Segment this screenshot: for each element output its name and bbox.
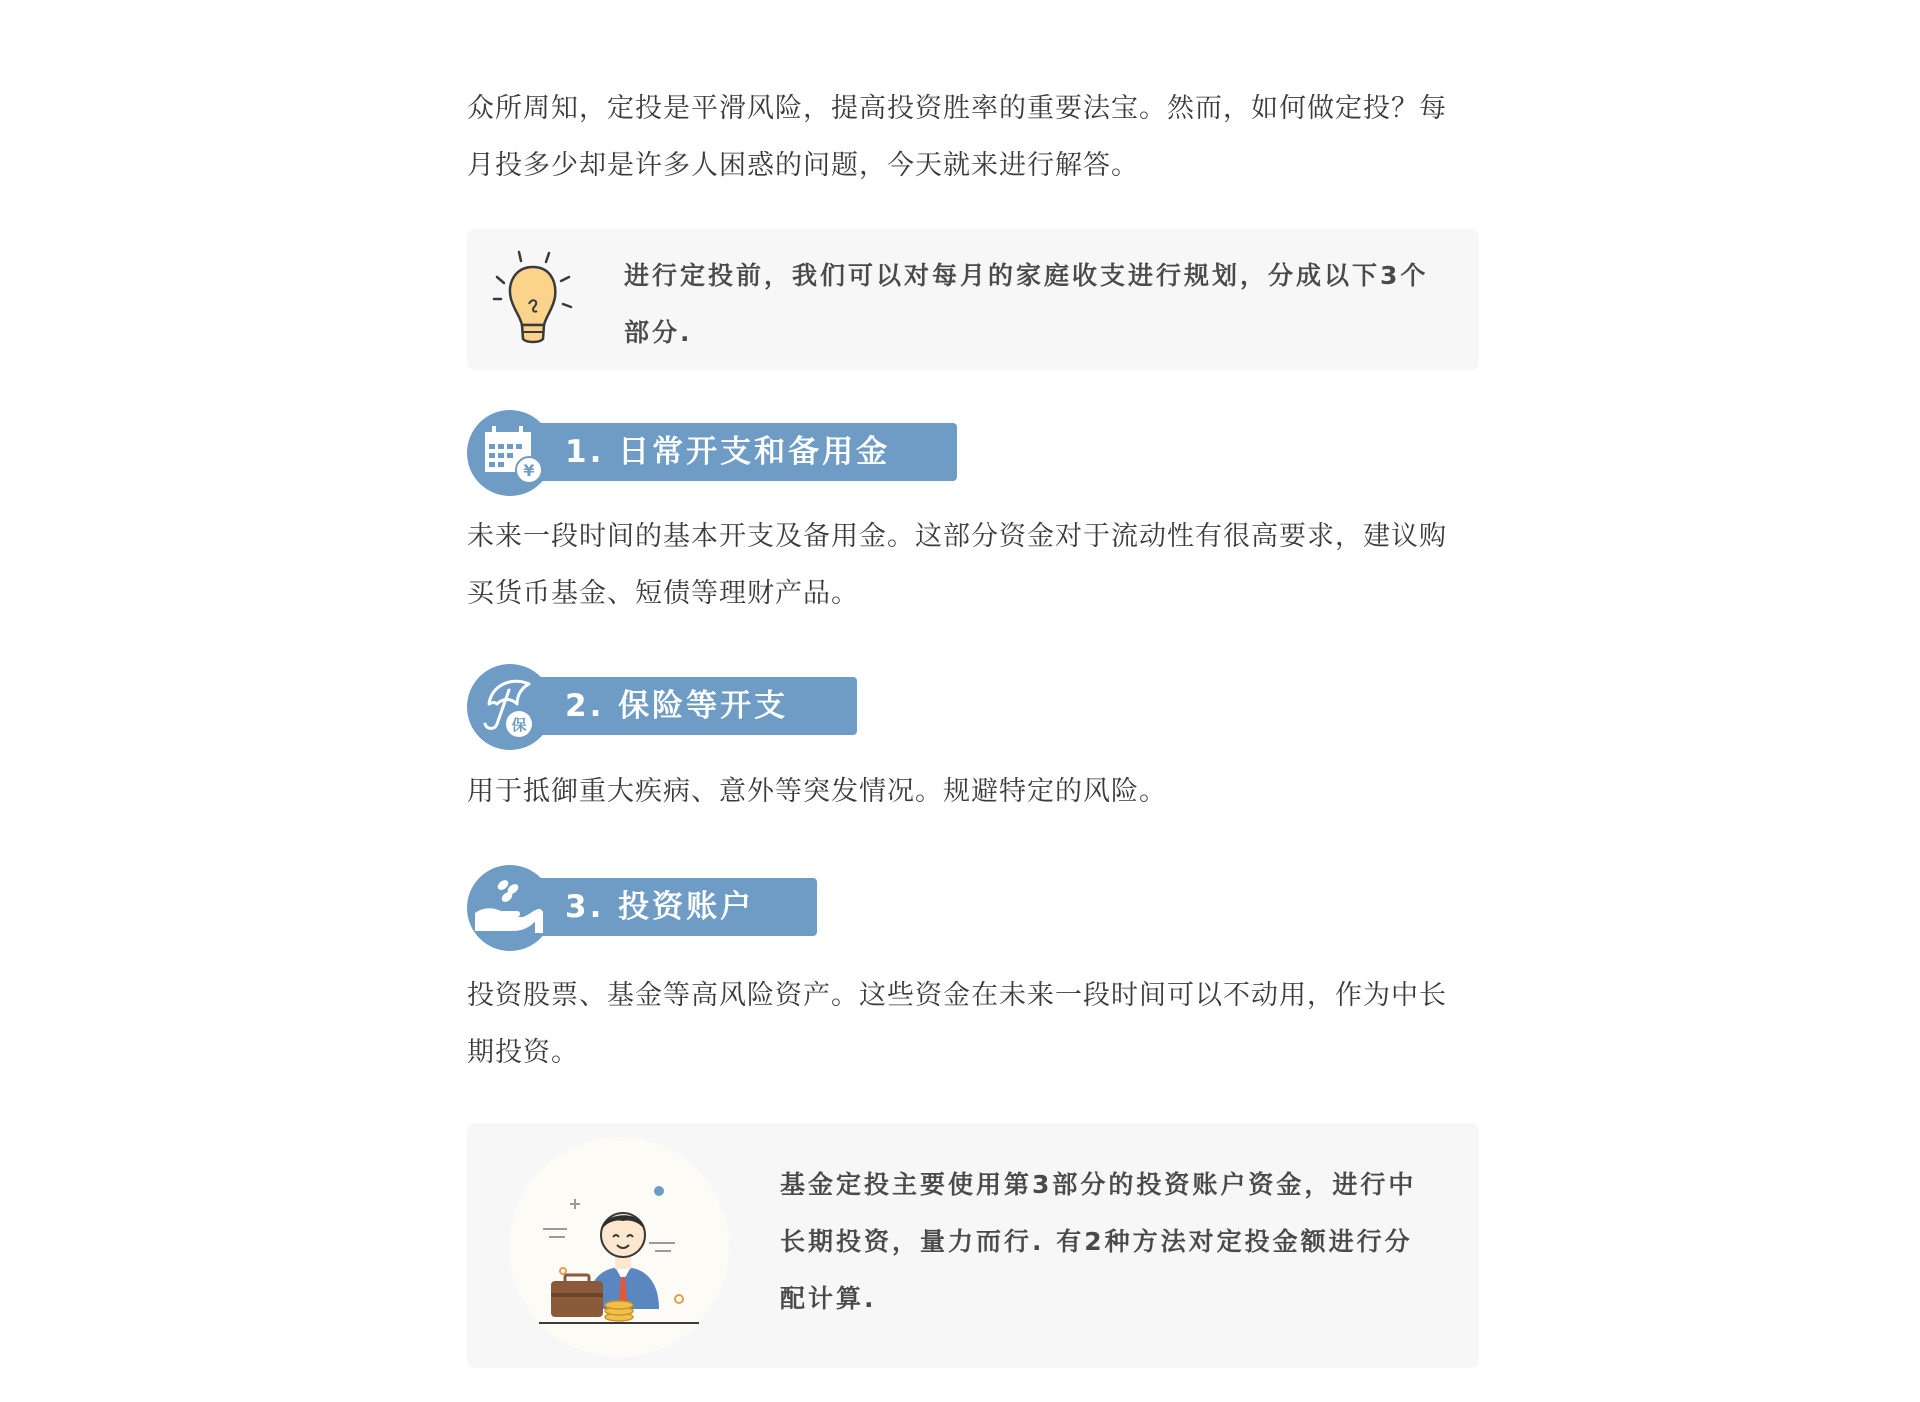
intro-line-1: 众所周知，定投是平滑风险，提高投资胜率的重要法宝。然而，如何做定投？每 xyxy=(467,93,1447,124)
section-3-line-2: 期投资。 xyxy=(467,1037,579,1068)
section-heading-1 xyxy=(467,408,957,498)
svg-text:¥: ¥ xyxy=(523,461,535,480)
section-3-line-1: 投资股票、基金等高风险资产。这些资金在未来一段时间可以不动用，作为中长 xyxy=(467,980,1447,1011)
summary-line-3: 配计算. xyxy=(780,1284,877,1313)
section-heading-2 xyxy=(467,662,857,752)
tip-line-2: 部分. xyxy=(624,318,693,347)
intro-line-2: 月投多少却是许多人困惑的问题，今天就来进行解答。 xyxy=(467,150,1139,181)
svg-text:保: 保 xyxy=(511,716,527,734)
businessman-briefcase-coins-illustration xyxy=(499,1131,739,1361)
section-heading-label: 1. 日常开支和备用金 xyxy=(565,434,891,470)
section-heading-bar xyxy=(507,878,817,936)
section-heading-3 xyxy=(467,863,817,953)
section-1-body xyxy=(467,508,1479,622)
summary-line-1: 基金定投主要使用第3部分的投资账户资金，进行中 xyxy=(780,1170,1417,1199)
section-1-line-2: 买货币基金、短债等理财产品。 xyxy=(467,578,859,609)
section-heading-label: 2. 保险等开支 xyxy=(565,688,789,724)
section-heading-bar xyxy=(507,423,957,481)
section-2-line-1: 用于抵御重大疾病、意外等突发情况。规避特定的风险。 xyxy=(467,776,1167,807)
calendar-yen-icon xyxy=(467,410,553,496)
summary-text xyxy=(780,1156,1460,1327)
intro-paragraph xyxy=(467,80,1479,194)
summary-line-2: 长期投资，量力而行. 有2种方法对定投金额进行分 xyxy=(780,1227,1413,1256)
lightbulb-icon xyxy=(489,247,589,357)
tip-line-1: 进行定投前，我们可以对每月的家庭收支进行规划，分成以下3个 xyxy=(624,261,1429,290)
summary-box xyxy=(467,1123,1479,1368)
section-3-body xyxy=(467,967,1479,1081)
hand-coins-icon xyxy=(467,865,553,951)
tip-box xyxy=(467,229,1479,370)
article xyxy=(467,0,1479,1402)
section-1-line-1: 未来一段时间的基本开支及备用金。这部分资金对于流动性有很高要求，建议购 xyxy=(467,521,1447,552)
section-heading-bar xyxy=(507,677,857,735)
section-2-body xyxy=(467,763,1479,820)
tip-text xyxy=(624,247,1444,361)
umbrella-insurance-icon xyxy=(467,664,553,750)
section-heading-label: 3. 投资账户 xyxy=(565,889,755,925)
